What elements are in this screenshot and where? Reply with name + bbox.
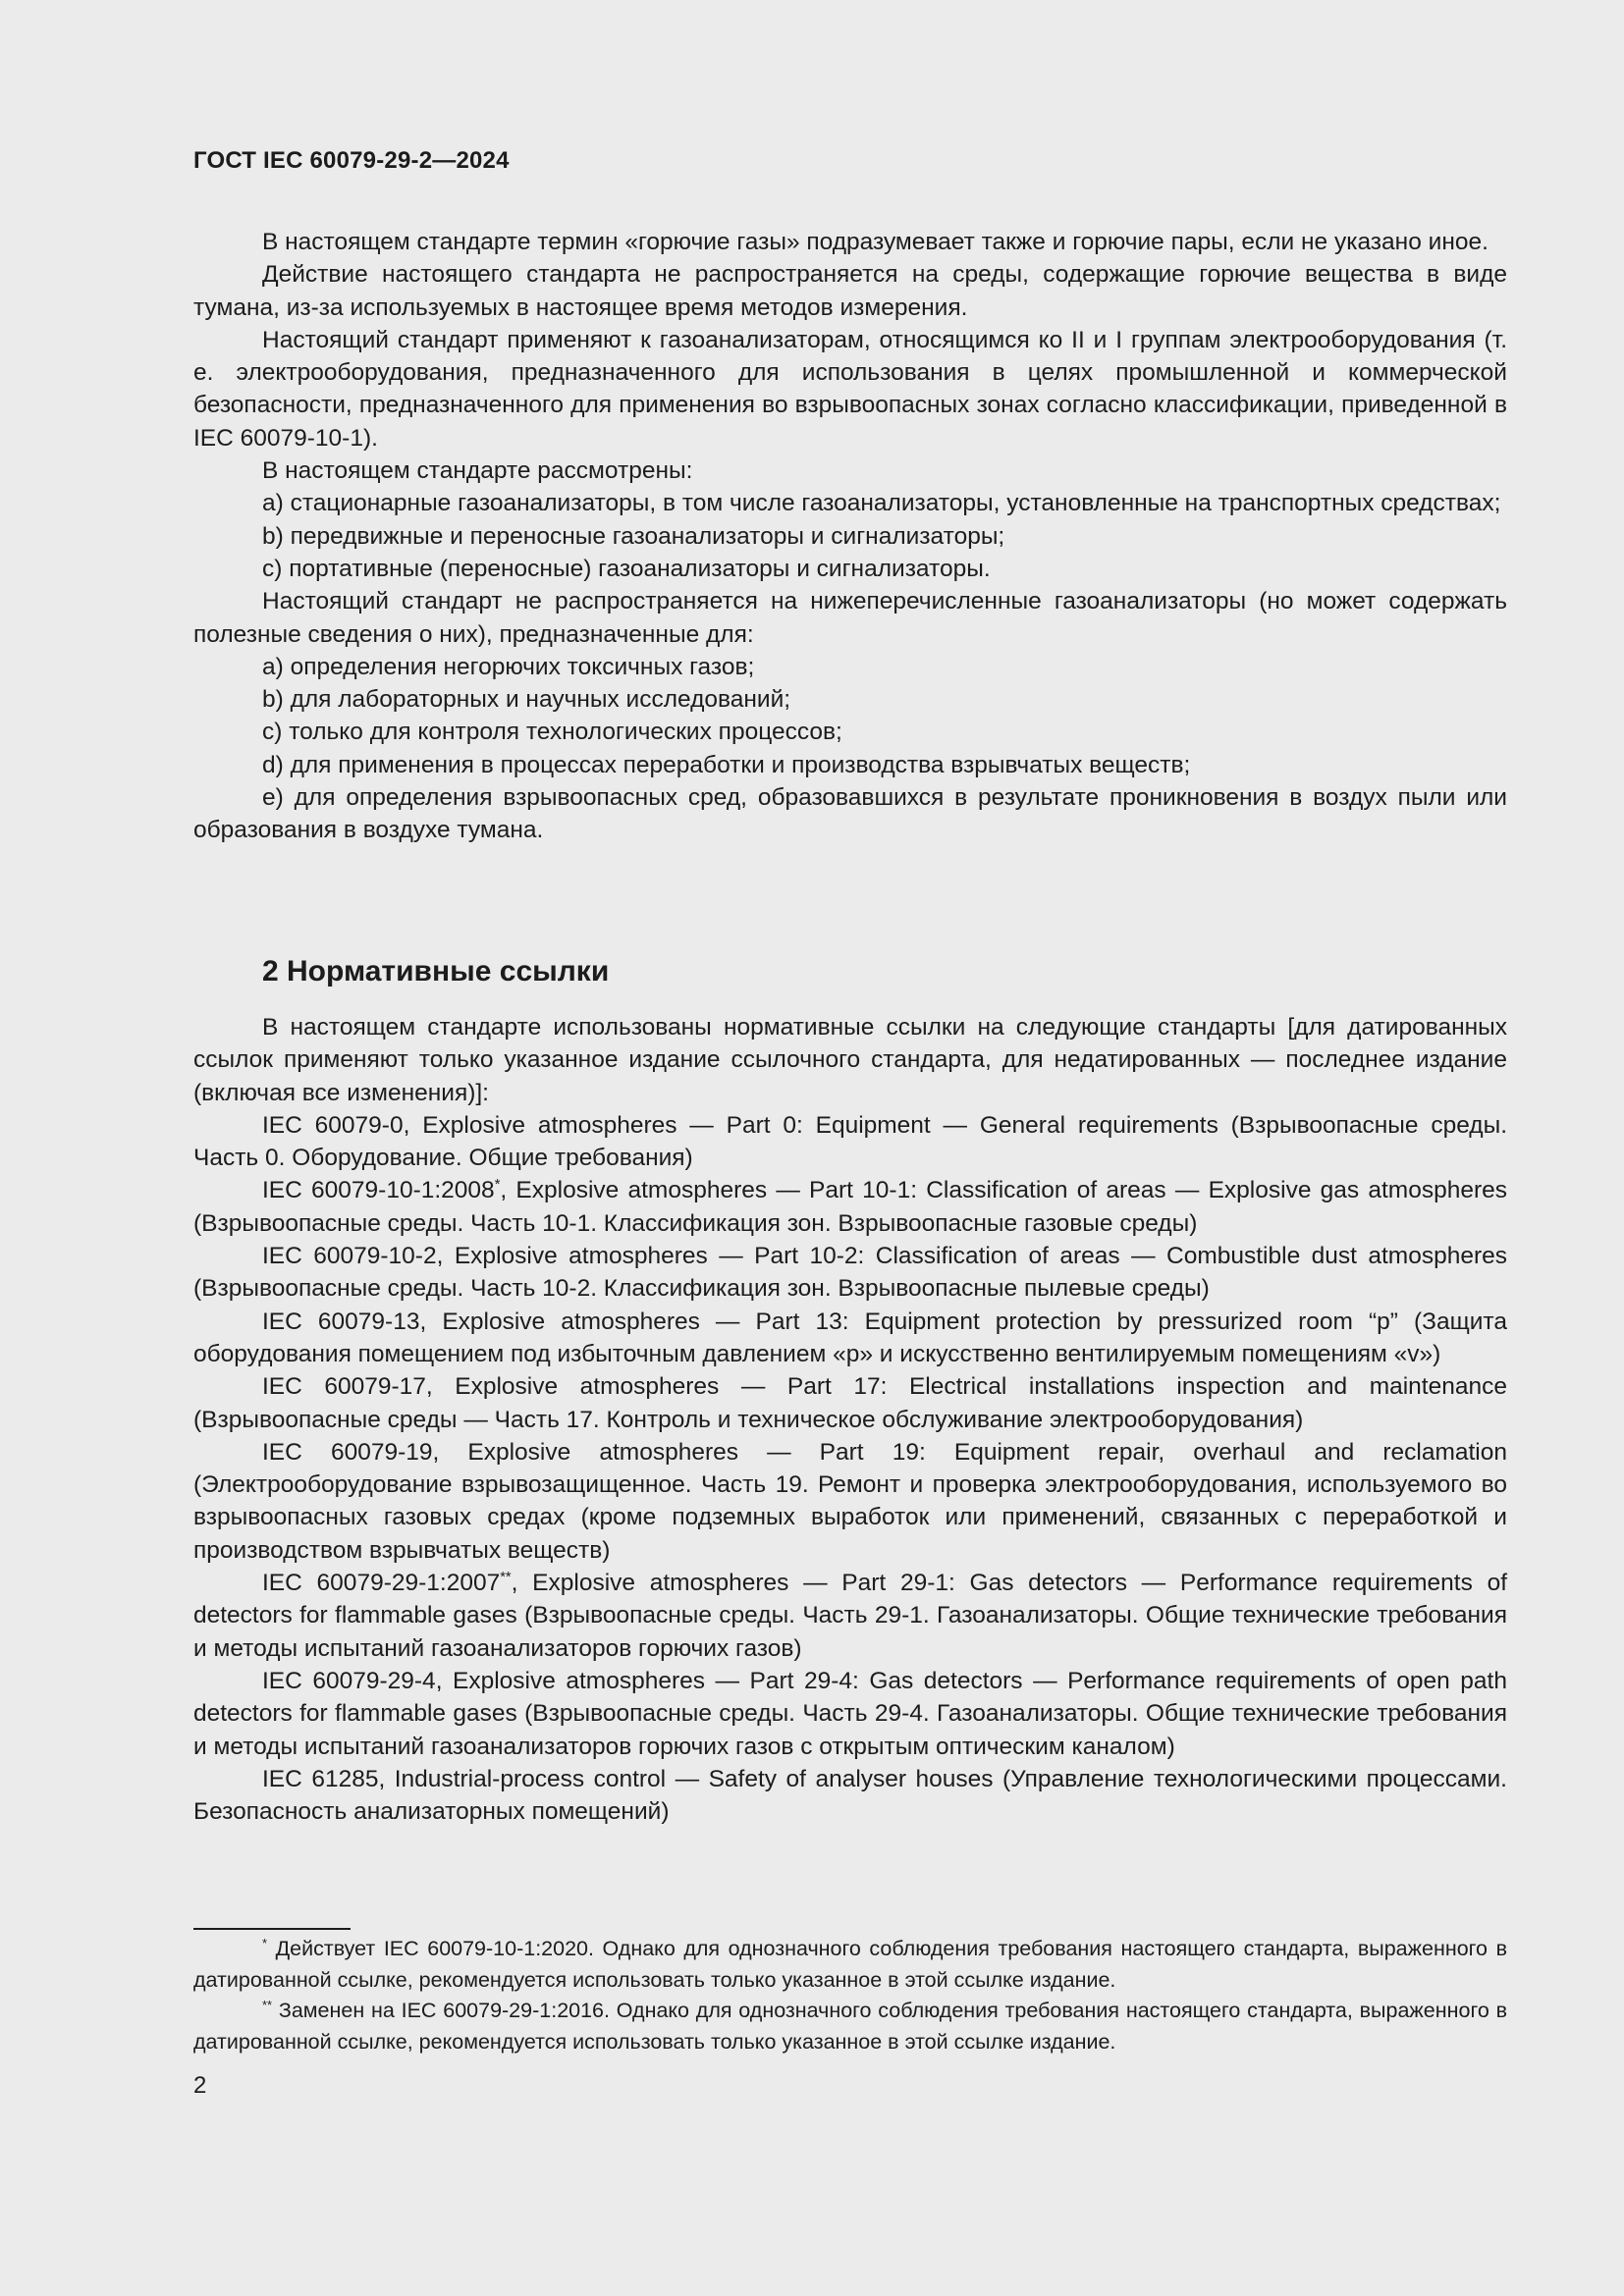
scope-para-exclusions: Настоящий стандарт не распространяется на нижеперечисленные газоанализаторы (но может содержать полезные сведения о них), предназначенные для: [193,588,1507,648]
exclusion-item-a: a) определения негорючих токсичных газов; [262,653,755,680]
footnote-mark: * [494,1177,501,1194]
references-intro: В настоящем стандарте использованы нормативные ссылки на следующие стандарты [для датированных ссылок применяют только указанное издание ссылочного стандарта, для недатированных — последнее издание (включая все изменения)]: [193,1014,1507,1106]
exclusion-item-c: c) только для контроля технологических процессов; [262,719,842,746]
reference-text: , Explosive atmospheres — Part 10-1: Classification of areas — Explosive gas atmospheres (Взрывоопасные среды. Часть 10-1. Классификация зон. Взрывоопасные газовые среды) [193,1177,1507,1237]
reference-item [193,1567,1507,1665]
reference-text: , Explosive atmospheres — Part 0: Equipment — General requirements (Взрывоопасные среды. Часть 0. Оборудование. Общие требования) [193,1111,1507,1172]
reference-text: , Explosive atmospheres — Part 17: Electrical installations inspection and maintenance (Взрывоопасные среды — Часть 17. Контроль и техническое обслуживание электрооборудования) [193,1373,1507,1433]
reference-item [193,1240,1507,1306]
footnote-2 [193,1996,1507,2057]
reference-code: IEC 60079-17 [262,1373,426,1401]
reference-item [193,1370,1507,1436]
exclusion-item-b: b) для лабораторных и научных исследований; [262,686,791,714]
scope-list-item-a: a) стационарные газоанализаторы, в том числе газоанализаторы, установленные на транспортных средствах; [262,490,1501,517]
footnote-mark: * [262,1935,268,1950]
reference-code: IEC 60079-29-1:2007 [262,1570,501,1597]
reference-text: , Explosive atmospheres — Part 29-4: Gas detectors — Performance requirements of open path detectors for flammable gases (Взрывоопасные среды. Часть 29-4. Газоанализаторы. Общие технические требования и методы испытаний газоанализаторов горючих газов с открытым оптическим каналом) [193,1667,1507,1760]
reference-item [193,1174,1507,1240]
reference-text: , Industrial-process control — Safety of analyser houses (Управление технологическими процессами. Безопасность анализаторных помещений) [193,1765,1507,1826]
reference-item [193,1109,1507,1175]
section-heading: 2 Нормативные ссылки [262,955,610,988]
footnote-text: Действует IEC 60079-10-1:2020. Однако для однозначного соблюдения требования настоящего стандарта, выраженного в датированной ссылке, рекомендуется использовать только указанное в этой ссылке издание. [193,1937,1507,1992]
references-body [193,1011,1507,1828]
reference-item [193,1665,1507,1763]
reference-code: IEC 60079-0 [262,1111,404,1139]
reference-code: IEC 60079-19 [262,1438,433,1466]
scope-list-item-b: b) передвижные и переносные газоанализаторы и сигнализаторы; [262,522,1005,550]
reference-item [193,1306,1507,1371]
footnote-1 [193,1934,1507,1996]
reference-code: IEC 61285 [262,1765,379,1792]
exclusion-item-e: e) для определения взрывоопасных сред, образовавшихся в результате проникновения в воздух пыли или образования в воздухе тумана. [193,784,1507,844]
scope-para-1: В настоящем стандарте термин «горючие газы» подразумевает также и горючие пары, если не указано иное. [262,229,1489,255]
page-number: 2 [193,2072,207,2099]
reference-code: IEC 60079-10-1:2008 [262,1177,495,1204]
reference-code: IEC 60079-13 [262,1308,420,1335]
reference-text: , Explosive atmospheres — Part 19: Equipment repair, overhaul and reclamation (Электрооборудование взрывозащищенное. Часть 19. Ремонт и проверка электрооборудования, используемого во взрывоопасных газовых средах (кроме подземных выработок или применений, связанных с переработкой и производством взрывчатых веществ) [193,1438,1507,1564]
running-header: ГОСТ IEC 60079-29-2—2024 [193,147,510,174]
scope-list-item-c: c) портативные (переносные) газоанализаторы и сигнализаторы. [262,555,991,582]
reference-text: , Explosive atmospheres — Part 13: Equipment protection by pressurized room “p” (Защита оборудования помещением под избыточным давлением «p» и искусственно вентилируемым помещениям «v») [193,1308,1508,1367]
reference-item [193,1436,1507,1567]
scope-para-2: Действие настоящего стандарта не распространяется на среды, содержащие горючие вещества в виде тумана, из-за используемых в настоящее время методов измерения. [193,261,1507,321]
reference-code: IEC 60079-29-4 [262,1667,436,1694]
footnote-divider [193,1928,351,1930]
reference-text: , Explosive atmospheres — Part 29-1: Gas detectors — Performance requirements of detectors for flammable gases (Взрывоопасные среды. Часть 29-1. Газоанализаторы. Общие технические требования и методы испытаний газоанализаторов горючих газов) [193,1570,1507,1662]
reference-text: , Explosive atmospheres — Part 10-2: Classification of areas — Combustible dust atmospheres (Взрывоопасные среды. Часть 10-2. Классификация зон. Взрывоопасные пылевые среды) [193,1243,1507,1303]
footnote-text: Заменен на IEC 60079-29-1:2016. Однако для однозначного соблюдения требования настоящего стандарта, выраженного в датированной ссылке, рекомендуется использовать только указанное в этой ссылке издание. [193,1999,1507,2054]
scope-para-3: Настоящий стандарт применяют к газоанализаторам, относящимся ко II и I группам электрооборудования (т. е. электрооборудования, предназначенного для использования в целях промышленной и коммерческой безопасности, предназначенного для применения во взрывоопасных зонах согласно классификации, приведенной в IEC 60079-10-1). [193,326,1507,452]
scope-para-4: В настоящем стандарте рассмотрены: [262,457,693,485]
footnotes [193,1934,1507,2057]
reference-item [193,1763,1507,1829]
reference-code: IEC 60079-10-2 [262,1243,437,1270]
footnote-mark: ** [500,1569,512,1585]
exclusion-item-d: d) для применения в процессах переработки и производства взрывчатых веществ; [262,751,1191,778]
scope-body [193,226,1507,847]
footnote-mark: ** [262,1997,273,2012]
